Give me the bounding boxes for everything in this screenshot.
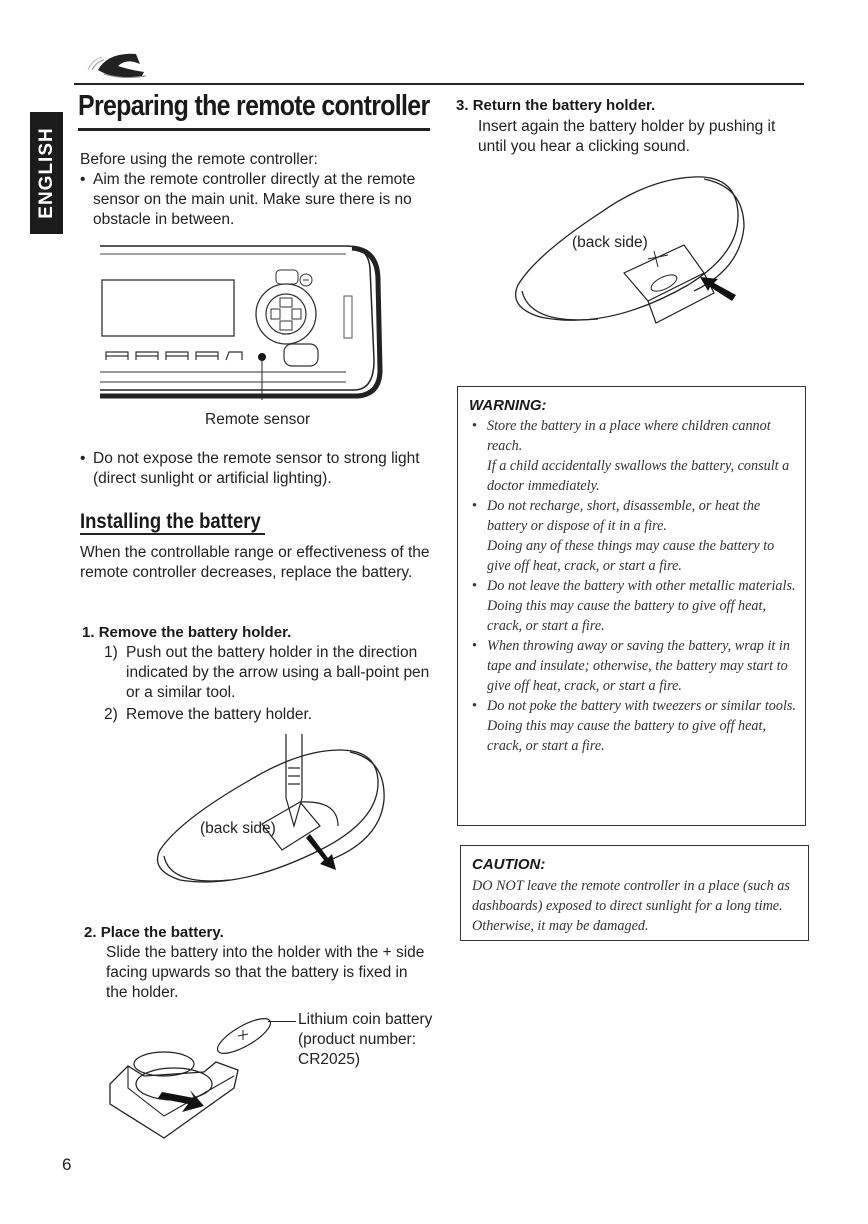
step-1-sub-1 xyxy=(104,643,434,703)
step-3-title-text: Return the battery holder. xyxy=(472,97,656,114)
back-side-label-1: (back side) xyxy=(200,820,276,837)
remote-sensor-label: Remote sensor xyxy=(205,411,311,428)
step-2-body: Slide the battery into the holder with the + side facing upwards so that the battery is fixed in the holder. xyxy=(106,944,425,1001)
step-3-number: 3. xyxy=(456,97,469,114)
warning-item: • Do not leave the battery with other metallic materials. xyxy=(471,576,801,596)
step-1-title-text: Remove the battery holder. xyxy=(98,624,292,641)
step-1-number: 1. xyxy=(82,624,95,641)
warning-title: WARNING: xyxy=(469,397,547,414)
exposure-warning-bullet xyxy=(80,449,440,489)
head-unit-illustration xyxy=(96,240,386,408)
warning-item-detail: If a child accidentally swallows the battery, consult a doctor immediately. xyxy=(487,458,790,494)
step-3-body: Insert again the battery holder by pushing it until you hear a clicking sound. xyxy=(478,118,776,155)
header-rule xyxy=(74,83,804,85)
warning-item-detail: Doing this may cause the battery to give off heat, crack, or start a fire. xyxy=(487,598,766,634)
step-1-sub-1-text: Push out the battery holder in the direction indicated by the arrow using a ball-point pen or a similar tool. xyxy=(126,644,430,701)
battery-intro: When the controllable range or effectiveness of the remote controller decreases, replace the battery. xyxy=(80,544,430,581)
caution-text: DO NOT leave the remote controller in a place (such as dashboards) exposed to direct sunlight for a long time. Otherwise, it may be damaged. xyxy=(472,878,790,934)
language-tab-label: ENGLISH xyxy=(35,127,57,219)
warning-item-detail: Doing any of these things may cause the battery to give off heat, crack, or start a fire. xyxy=(487,538,775,574)
warning-item: • Do not poke the battery with tweezers or similar tools. xyxy=(471,696,801,716)
battery-label-leader xyxy=(268,1021,296,1022)
intro-lead: Before using the remote controller: xyxy=(80,151,318,168)
intro-block xyxy=(80,150,440,230)
step-1-sub-2-number: 2) xyxy=(104,706,118,723)
step-1-sub-1-number: 1) xyxy=(104,644,118,661)
exposure-warning-text: • Do not expose the remote sensor to strong light (direct sunlight or artificial lighting). xyxy=(80,449,440,489)
step-2-title xyxy=(84,924,224,941)
page-title: Preparing the remote controller xyxy=(78,90,430,122)
step-3-title xyxy=(456,97,655,114)
caution-title: CAUTION: xyxy=(472,856,546,873)
section-heading-battery: Installing the battery xyxy=(80,510,261,533)
warning-item: • Do not recharge, short, disassemble, or heat the battery or dispose of it in a fire. xyxy=(471,496,801,536)
battery-label: Lithium coin battery (product number: CR2025) xyxy=(298,1011,433,1068)
back-side-label-2: (back side) xyxy=(572,234,648,251)
step-1-title xyxy=(82,624,291,641)
step-1-sub-2-text: Remove the battery holder. xyxy=(126,706,313,723)
language-tab xyxy=(30,112,63,234)
intro-bullet: • Aim the remote controller directly at the remote sensor on the main unit. Make sure there is no obstacle in between. xyxy=(80,170,440,230)
warning-item: • Store the battery in a place where children cannot reach. xyxy=(471,416,801,456)
battery-insertion-illustration xyxy=(104,1006,274,1142)
warning-item: • When throwing away or saving the battery, wrap it in tape and insulate; otherwise, the battery may start to give off heat, crack, or start a fire. xyxy=(471,636,801,696)
step-2-title-text: Place the battery. xyxy=(100,924,224,941)
step-1-sub-2 xyxy=(104,705,434,725)
brand-logo-icon xyxy=(74,40,154,84)
page-number: 6 xyxy=(62,1155,72,1174)
warning-item-detail: Doing this may cause the battery to give off heat, crack, or start a fire. xyxy=(487,718,766,754)
title-underline xyxy=(78,128,430,131)
step-2-number: 2. xyxy=(84,924,97,941)
section-heading-underline xyxy=(80,533,265,535)
remote-remove-holder-illustration xyxy=(150,730,390,902)
warning-list xyxy=(471,416,801,756)
